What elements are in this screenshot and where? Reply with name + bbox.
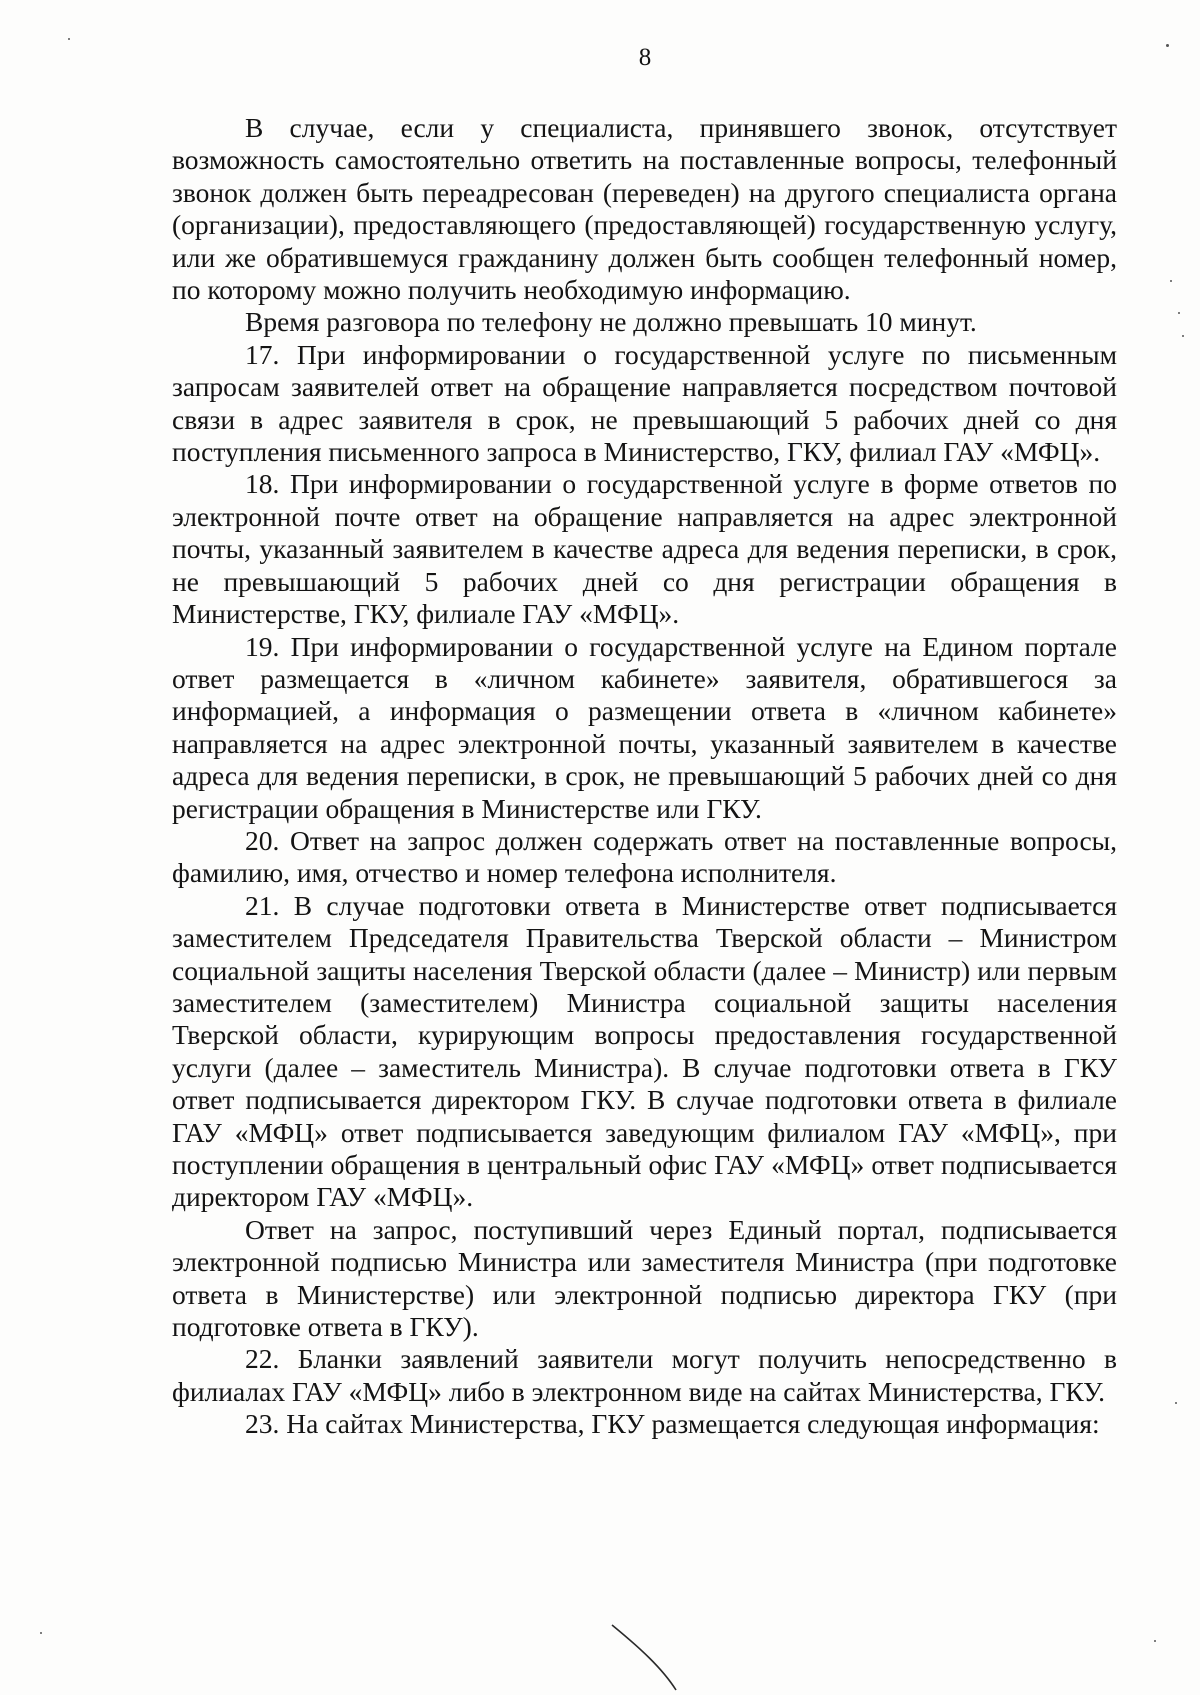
scan-speck <box>1178 312 1180 314</box>
scan-speck <box>68 38 70 40</box>
scan-speck <box>1170 280 1172 282</box>
paragraph-20: 20. Ответ на запрос должен содержать ответ на поставленные вопросы, фамилию, имя, отчество и номер телефона исполнителя. <box>172 824 1117 889</box>
paragraph-21: 21. В случае подготовки ответа в Министерстве ответ подписывается заместителем Председателя Правительства Тверской области – Министром социальной защиты населения Тверской области (далее – Министр) или первым заместителем (заместителем) Министра социальной защиты населения Тверской области, курирующим вопросы предоставления государственной услуги (далее – заместитель Министра). В случае подготовки ответа в ГКУ ответ подписывается директором ГКУ. В случае подготовки ответа в филиале ГАУ «МФЦ» ответ подписывается заведующим филиалом ГАУ «МФЦ», при поступлении обращения в центральный офис ГАУ «МФЦ» ответ подписывается директором ГАУ «МФЦ». <box>172 889 1117 1213</box>
scan-speck <box>1182 335 1184 337</box>
scan-speck <box>40 1632 42 1634</box>
scan-speck <box>1175 1402 1177 1404</box>
paragraph-19: 19. При информировании о государственной услуге на Едином портале ответ размещается в «личном кабинете» заявителя, обратившегося за информацией, а информация о размещении ответа в «личном кабинете» направляется на адрес электронной почты, указанный заявителем в качестве адреса для ведения переписки, в срок, не превышающий 5 рабочих дней со дня регистрации обращения в Министерстве или ГКУ. <box>172 630 1117 824</box>
paragraph-23: 23. На сайтах Министерства, ГКУ размещается следующая информация: <box>245 1408 1100 1440</box>
scan-speck <box>1154 1640 1156 1642</box>
paragraph-call-duration: Время разговора по телефону не должно превышать 10 минут. <box>245 306 977 338</box>
page-number: 8 <box>638 44 652 71</box>
paragraph-21-signature: Ответ на запрос, поступивший через Единый портал, подписывается электронной подписью Министра или заместителя Министра (при подготовке ответа в Министерстве) или электронной подписью директора ГКУ (при подготовке ответа в ГКУ). <box>172 1213 1117 1343</box>
paragraph-22: 22. Бланки заявлений заявители могут получить непосредственно в филиалах ГАУ «МФЦ» либо в электронном виде на сайтах Министерства, ГКУ. <box>172 1343 1117 1407</box>
paragraph-17: 17. При информировании о государственной услуге по письменным запросам заявителей ответ на обращение направляется посредством почтовой связи в адрес заявителя в срок, не превышающий 5 рабочих дней со дня поступления письменного запроса в Министерство, ГКУ, филиал ГАУ «МФЦ». <box>172 338 1117 468</box>
scan-speck <box>1166 44 1169 47</box>
paragraph-phone-redirect: В случае, если у специалиста, принявшего звонок, отсутствует возможность самостоятельно ответить на поставленные вопросы, телефонный звонок должен быть переадресован (переведен) на другого специалиста органа (организации), предоставляющего (предоставляющей) государственную услугу, или же обратившемуся гражданину должен быть сообщен телефонный номер, по которому можно получить необходимую информацию. <box>172 112 1117 306</box>
paragraph-18: 18. При информировании о государственной услуге в форме ответов по электронной почте ответ на обращение направляется на адрес электронной почты, указанный заявителем в качестве адреса для ведения переписки, в срок, не превышающий 5 рабочих дней со дня регистрации обращения в Министерстве, ГКУ, филиале ГАУ «МФЦ». <box>172 468 1117 630</box>
